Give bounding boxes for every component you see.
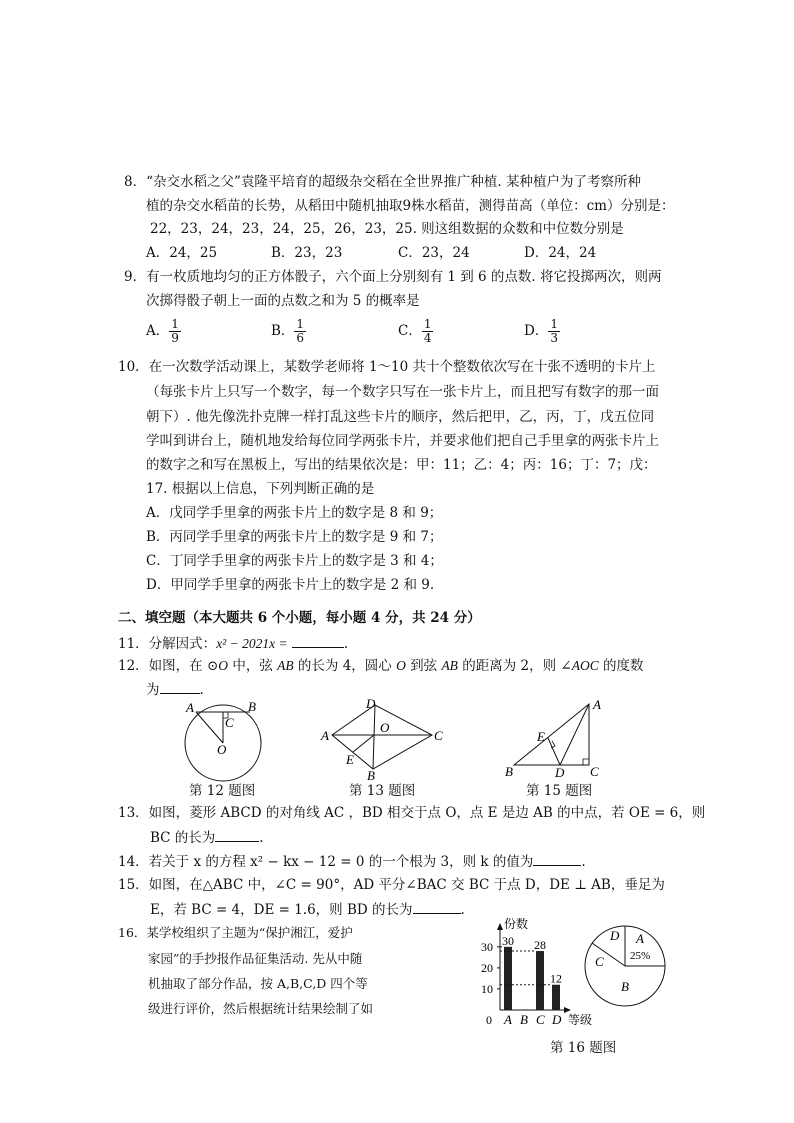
q15-line-1: 15．如图，在△ABC 中，∠C = 90°，AD 平分∠BAC 交 BC 于点 D，DE ⊥ AB，垂足为 [118,877,665,893]
figure-15 [500,696,612,780]
q12-line-1: 12．如图，在 ⊙O 中，弦 AB 的长为 4，圆心 O 到弦 AB 的距离为 2，则 ∠AOC 的度数 [118,658,644,674]
fig13-label-a: A [321,728,329,743]
figure-16-pie-chart [582,923,670,1009]
fig13-label-d: D [366,698,376,711]
chart-category-d: D [552,1012,562,1027]
fig15-label-a: A [593,697,601,712]
q8-option-a: A．24，25 [146,245,218,261]
chart-bar-a [504,947,512,1010]
q10-option-b: B．丙同学手里拿的两张卡片上的数字是 9 和 7； [146,529,443,545]
pie-label-b: B [621,979,629,994]
q8-option-c: C．23，24 [398,245,470,261]
q10-line-3: 朝下）. 他先像洗扑克牌一样打乱这些卡片的顺序，然后把甲，乙，丙，丁，戊五位同 [146,409,655,425]
fig15-label-e: E [537,729,545,744]
fig13-label-c: C [434,728,443,743]
figure-13 [318,698,448,780]
q10-option-c: C．丁同学手里拿的两张卡片上的数字是 3 和 4； [146,553,443,569]
q10-line-5: 的数字之和写在黑板上，写出的结果依次是：甲：11；乙：4；丙：16；丁：7；戊： [146,457,657,473]
chart-ylabel: 份数 [504,918,529,931]
q16-line-1: 16．某学校组织了主题为“保护湘江，爱护 [118,925,353,940]
pie-label-c: C [595,954,604,969]
chart-data-label-c: 28 [534,938,546,953]
q10-line-4: 学叫到讲台上，随机地发给每位同学两张卡片，并要求他们把自己手里拿的两张卡片上 [146,433,659,449]
chart-category-a: A [504,1012,512,1027]
fig15-label-c: C [590,764,599,779]
pie-label-a: A [636,931,644,946]
chart-xlabel: 等级 [568,1013,593,1027]
q8-line-1: 8．“杂交水稻之父”袁隆平培育的超级杂交稻在全世界推广种植. 某种植户为了考察所种 [124,174,641,190]
q9-option-c: C． $\frac{1}{4}$ [398,317,432,345]
q8-line-2: 植的杂交水稻苗的长势，从稻田中随机抽取9株水稻苗，测得苗高（单位：cm）分别是： [146,198,675,214]
figure-12 [178,698,272,784]
figure-16-caption: 第 16 题图 [550,1040,617,1056]
chart-ytick-label: 10 [481,981,493,996]
chart-data-label-a: 30 [502,933,514,948]
q16-line-3: 机抽取了部分作品，按 A,B,C,D 四个等 [148,976,368,991]
q9-option-b: B． $\frac{1}{6}$ [271,317,305,345]
q14-line: 14．若关于 x 的方程 x² − kx − 12 = 0 的一个根为 3，则 k 的值为 . [118,851,586,872]
chart-data-label-d: 12 [550,971,562,986]
chart-ytick-label: 20 [481,960,493,975]
figure-12-caption: 第 12 题图 [189,783,256,799]
pie-percent-a: 25% [630,950,651,962]
chart-bar-c [536,951,544,1010]
q10-option-a: A．戊同学手里拿的两张卡片上的数字是 8 和 9； [146,505,443,521]
q9-option-d: D． $\frac{1}{3}$ [524,317,558,345]
fig13-label-o: O [380,720,390,735]
fig13-label-e: E [346,752,354,767]
figure-13-caption: 第 13 题图 [349,783,416,799]
q15-line-2: E，若 BC = 4，DE = 1.6，则 BD 的长为 . [150,899,465,920]
chart-category-b: B [520,1012,528,1027]
fig15-label-d: D [555,765,565,780]
q10-option-d: D．甲同学手里拿的两张卡片上的数字是 2 和 9. [146,577,435,593]
pie-label-d: D [610,928,620,943]
fig12-label-b: B [248,699,256,714]
q8-option-b: B．23，23 [271,245,343,261]
q11-line: 11．分解因式：x² − 2021x = . [118,633,348,654]
q8-line-3: 22，23，24，23，24，25，26，23，25. 则这组数据的众数和中位数分别是 [150,221,624,237]
fig12-label-a: A [186,700,194,715]
chart-category-c: C [536,1012,545,1027]
fig12-label-c: C [225,715,234,730]
q8-option-d: D．24，24 [524,245,597,261]
q10-line-2: （每张卡片上只写一个数字，每一个数字只写在一张卡片上，而且把写有数字的那一面 [146,384,659,400]
q16-line-4: 级进行评价，然后根据统计结果绘制了如 [148,1001,374,1016]
q10-line-1: 10．在一次数学活动课上，某数学老师将 1～10 共十个整数依次写在十张不透明的卡片上 [118,359,656,375]
q9-option-a: A． $\frac{1}{9}$ [146,317,179,345]
q9-line-1: 9．有一枚质地均匀的正方体骰子，六个面上分别刻有 1 到 6 的点数. 将它投掷两次，则两 [124,269,662,285]
figure-15-caption: 第 15 题图 [526,783,593,799]
chart-ytick-label: 0 [486,1013,492,1027]
section-2-title: 二、填空题（本大题共 6 个小题，每小题 4 分，共 24 分） [118,610,481,626]
q13-line-2: BC 的长为 . [150,827,264,848]
chart-ytick-label: 30 [481,939,493,954]
q9-line-2: 次掷得骰子朝上一面的点数之和为 5 的概率是 [146,293,420,309]
fig12-label-o: O [217,742,227,757]
fig13-label-b: B [367,768,375,780]
q12-line-2: 为 . [146,679,204,700]
q10-line-6: 17. 根据以上信息，下列判断正确的是 [146,481,375,497]
q16-line-2: 家园”的手抄报作品征集活动. 先从中随 [148,951,363,966]
q13-line-1: 13．如图，菱形 ABCD 的对角线 AC ，BD 相交于点 O，点 E 是边 AB 的中点，若 OE = 6，则 [118,805,706,821]
fig15-label-b: B [505,764,513,779]
chart-bar-d [552,985,560,1010]
